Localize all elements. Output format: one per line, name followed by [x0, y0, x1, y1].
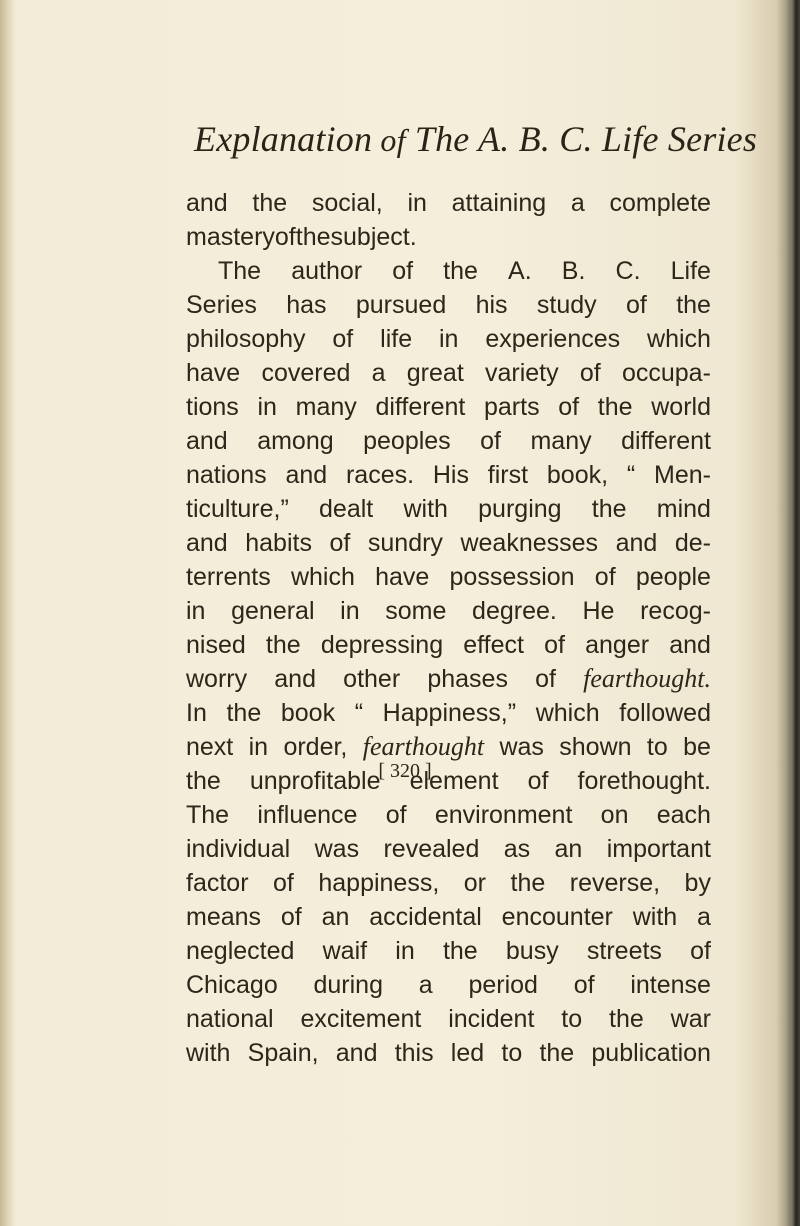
running-head-word: Series	[658, 119, 758, 159]
word: to	[646, 733, 668, 761]
word: in	[340, 597, 360, 625]
word: element	[409, 767, 499, 795]
word: order,	[283, 733, 348, 761]
word: of	[594, 563, 616, 591]
word: in	[248, 733, 269, 761]
word: a	[418, 971, 433, 999]
running-head-word: of	[372, 122, 406, 158]
word: philosophy	[186, 325, 306, 353]
word: Men-	[654, 461, 711, 489]
word: races.	[345, 461, 415, 489]
text-line	[186, 1002, 711, 1036]
word: fearthought	[362, 732, 485, 761]
word: his	[475, 291, 508, 319]
word: of	[280, 903, 302, 931]
word: shown	[559, 733, 632, 761]
word: purging	[478, 495, 562, 523]
word: and	[186, 427, 228, 455]
word: a	[570, 189, 585, 217]
word: was	[314, 835, 360, 863]
word: phases	[427, 665, 508, 693]
word: terrents	[186, 563, 271, 591]
page-edge	[786, 0, 800, 1226]
word: great	[406, 359, 464, 387]
word: publication	[591, 1039, 711, 1067]
text-line	[186, 696, 711, 730]
word: of	[392, 257, 414, 285]
word: Series	[186, 291, 257, 319]
word: mind	[656, 495, 711, 523]
word: was	[499, 733, 544, 761]
word: variety	[485, 359, 559, 387]
word: during	[313, 971, 383, 999]
word: of	[527, 767, 549, 795]
word: influence	[257, 801, 358, 829]
word: an	[321, 903, 350, 931]
word: reverse,	[569, 869, 661, 897]
text-line	[186, 356, 711, 390]
word: subject.	[330, 223, 417, 251]
word: individual	[186, 835, 291, 863]
word: unprofitable	[249, 767, 381, 795]
word: Chicago	[186, 971, 278, 999]
word: the	[186, 767, 221, 795]
word: “	[626, 461, 636, 489]
word: the	[510, 869, 546, 897]
text-line	[186, 798, 711, 832]
word: attaining	[451, 189, 547, 217]
running-head-word: Explanation	[194, 119, 373, 159]
word: a	[697, 903, 711, 931]
word: in	[438, 325, 459, 353]
word: author	[291, 257, 363, 285]
word: anger	[585, 631, 650, 659]
text-line	[186, 968, 711, 1002]
word: of	[579, 359, 601, 387]
word: of	[274, 223, 296, 251]
word: the	[442, 937, 478, 965]
running-head-word: Life	[592, 119, 659, 159]
word: period	[468, 971, 538, 999]
word: the	[609, 1005, 644, 1033]
word: the	[265, 631, 301, 659]
word: the	[252, 189, 288, 217]
word: and	[274, 665, 316, 693]
word: in	[257, 393, 277, 421]
word: of	[544, 631, 565, 659]
word: of	[558, 393, 580, 421]
word: fearthought.	[583, 664, 711, 693]
word: the	[591, 495, 627, 523]
text-line	[186, 492, 711, 526]
word: the	[226, 699, 262, 727]
text-line	[186, 832, 711, 866]
word: to	[561, 1005, 583, 1033]
text-line	[186, 934, 711, 968]
word: accidental	[369, 903, 482, 931]
word: a	[371, 359, 386, 387]
page-gutter	[0, 0, 14, 1226]
word: nised	[186, 631, 246, 659]
word: among	[257, 427, 334, 455]
word: of	[329, 529, 351, 557]
word: possession	[449, 563, 575, 591]
word: the	[539, 1039, 575, 1067]
word: environment	[434, 801, 573, 829]
word: degree.	[472, 597, 557, 625]
text-line	[186, 254, 711, 288]
word: people	[635, 563, 711, 591]
word: means	[186, 903, 262, 931]
word: Life	[670, 257, 711, 285]
word: world	[651, 393, 711, 421]
word: led	[450, 1039, 485, 1067]
word: which	[647, 325, 711, 353]
word: with	[403, 495, 448, 523]
word: many	[530, 427, 592, 455]
text-line	[186, 628, 711, 662]
word: with	[186, 1039, 231, 1067]
word: dealt	[319, 495, 374, 523]
word: B.	[561, 257, 586, 285]
word: has	[286, 291, 327, 319]
word: of	[690, 937, 711, 965]
word: effect	[463, 631, 524, 659]
word: Happiness,”	[382, 699, 517, 727]
word: study	[536, 291, 597, 319]
word: which	[290, 563, 355, 591]
word: His	[432, 461, 469, 489]
word: of	[535, 665, 556, 693]
word: “	[354, 699, 364, 727]
word: revealed	[383, 835, 480, 863]
text-line	[186, 390, 711, 424]
word: the	[295, 223, 331, 251]
word: have	[186, 359, 241, 387]
word: life	[380, 325, 413, 353]
word: forethought.	[577, 767, 711, 795]
text-line	[186, 662, 711, 696]
word: The	[186, 801, 230, 829]
word: each	[656, 801, 711, 829]
text-line	[186, 220, 711, 254]
word: to	[501, 1039, 523, 1067]
text-line	[186, 866, 711, 900]
text-line	[186, 594, 711, 628]
word: experiences	[485, 325, 621, 353]
word: general	[231, 597, 315, 625]
word: war	[670, 1005, 711, 1033]
word: and	[669, 631, 711, 659]
text-line	[186, 288, 711, 322]
word: sundry	[367, 529, 443, 557]
word: which	[535, 699, 600, 727]
word: of	[385, 801, 407, 829]
word: waif	[322, 937, 368, 965]
word: streets	[586, 937, 662, 965]
word: in	[407, 189, 427, 217]
word: worry	[186, 665, 248, 693]
word: social,	[311, 189, 383, 217]
word: intense	[630, 971, 711, 999]
text-line	[186, 186, 711, 220]
word: the	[443, 257, 478, 285]
running-head	[194, 118, 757, 160]
word: A.	[508, 257, 532, 285]
word: some	[385, 597, 447, 625]
word: in	[186, 597, 206, 625]
word: in	[395, 937, 415, 965]
word: weaknesses	[460, 529, 599, 557]
word: different	[621, 427, 711, 455]
text-line	[186, 526, 711, 560]
word: many	[295, 393, 357, 421]
word: In	[186, 699, 207, 727]
text-line	[186, 322, 711, 356]
body-text	[186, 186, 711, 1070]
running-head-word: B.	[509, 119, 551, 159]
word: book	[280, 699, 336, 727]
text-line	[186, 424, 711, 458]
word: encounter	[501, 903, 613, 931]
running-head-word: C.	[550, 119, 593, 159]
text-line	[186, 900, 711, 934]
word: or	[463, 869, 487, 897]
word: first	[487, 461, 529, 489]
word: of	[573, 971, 595, 999]
word: occupa-	[621, 359, 711, 387]
word: Spain,	[247, 1039, 319, 1067]
word: other	[343, 665, 401, 693]
text-line	[186, 458, 711, 492]
word: pursued	[355, 291, 447, 319]
word: and	[186, 189, 228, 217]
word: factor	[186, 869, 249, 897]
word: national	[186, 1005, 274, 1033]
word: de-	[674, 529, 711, 557]
word: depressing	[320, 631, 444, 659]
word: parts	[484, 393, 540, 421]
word: complete	[609, 189, 711, 217]
word: incident	[448, 1005, 535, 1033]
word: busy	[505, 937, 559, 965]
word: mastery	[186, 223, 275, 251]
word: with	[632, 903, 678, 931]
word: recog-	[640, 597, 711, 625]
word: the	[676, 291, 711, 319]
word: habits	[245, 529, 312, 557]
word: neglected	[186, 937, 295, 965]
word: the	[597, 393, 633, 421]
word: next	[186, 733, 234, 761]
word: The	[218, 257, 262, 285]
word: an	[554, 835, 583, 863]
word: and	[186, 529, 228, 557]
page-number: [ 320 ]	[378, 760, 432, 782]
word: of	[480, 427, 502, 455]
word: of	[626, 291, 647, 319]
word: nations	[186, 461, 267, 489]
word: He	[582, 597, 615, 625]
word: as	[503, 835, 531, 863]
word: of	[332, 325, 354, 353]
text-line	[186, 560, 711, 594]
word: have	[375, 563, 430, 591]
word: followed	[619, 699, 711, 727]
running-head-word: The	[405, 119, 470, 159]
word: of	[273, 869, 294, 897]
text-line	[186, 1036, 711, 1070]
word: tions	[186, 393, 239, 421]
word: by	[684, 869, 711, 897]
word: and	[335, 1039, 378, 1067]
word: important	[606, 835, 711, 863]
word: book,	[546, 461, 609, 489]
word: ticulture,”	[186, 495, 289, 523]
word: covered	[261, 359, 351, 387]
word: happiness,	[318, 869, 440, 897]
word: and	[285, 461, 328, 489]
word: this	[394, 1039, 434, 1067]
word: C.	[615, 257, 641, 285]
word: different	[375, 393, 466, 421]
word: peoples	[363, 427, 451, 455]
word: and	[615, 529, 658, 557]
running-head-word: A.	[469, 119, 510, 159]
text-line	[186, 730, 711, 764]
word: be	[683, 733, 711, 761]
word: excitement	[300, 1005, 422, 1033]
word: on	[600, 801, 629, 829]
